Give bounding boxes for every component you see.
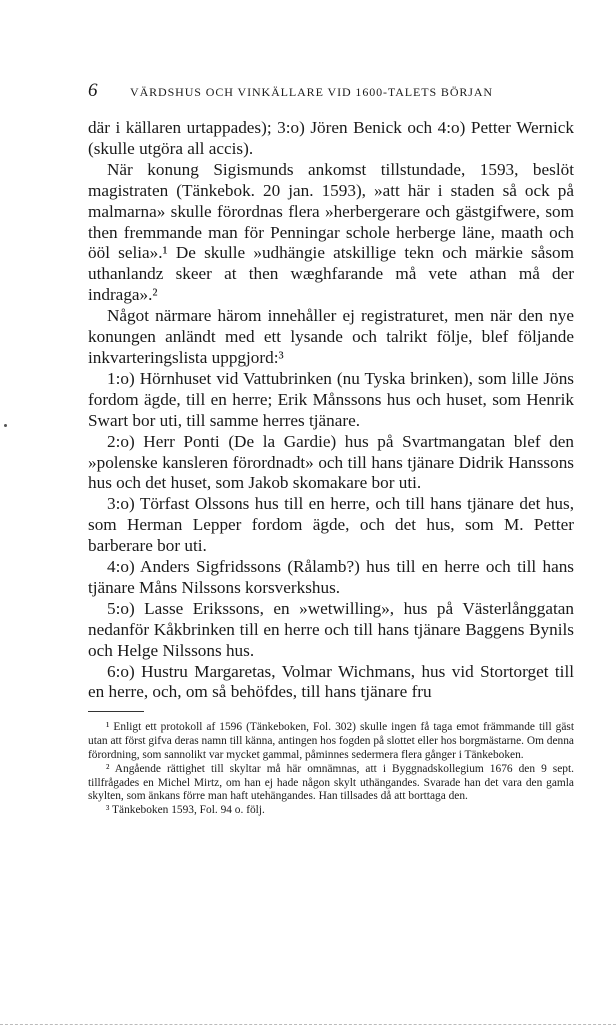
- footnote-3: ³ Tänkeboken 1593, Fol. 94 o. följ.: [106, 804, 265, 817]
- paragraph-sigismund: När konung Sigismunds ankomst tillstundade, 1593, beslöt magistraten (Tänkebok. 20 jan. 1593), »att här i staden så ock på malmarna» skulle förordnas flera »herbergerare och gästgifwere, som then fremmande man för Penningar schole herberge läne, maath och ööl selia».¹ De skulle »udhängie atskillige tekn och märkie såsom uthanlandz skeer at then wæghfarande må vete athan må der indraga».²: [88, 159, 574, 305]
- margin-speck: [4, 424, 7, 427]
- paragraph-continuation: där i källaren urtappades); 3:o) Jören Benick och 4:o) Petter Wernick (skulle utgöra all accis).: [88, 118, 574, 158]
- list-item-6: 6:o) Hustru Margaretas, Volmar Wichmans, hus vid Stortorget till en herre, och, om så behöfdes, till hans tjänare fru: [88, 661, 574, 702]
- list-item-2: 2:o) Herr Ponti (De la Gardie) hus på Svartmangatan blef den »polenske kansleren förordnadt» och till hans tjänare Didrik Hanssons hus och det huset, som Jakob skomakare bor uti.: [88, 431, 574, 493]
- paragraph-registratur: Något närmare härom innehåller ej registraturet, men när den nye konungen anländt med ett lysande och talrikt följe, blef följande inkvarteringslista uppgjord:³: [88, 306, 574, 367]
- footnote-1: ¹ Enligt ett protokoll af 1596 (Tänkeboken, Fol. 302) skulle ingen få taga emot främmande till gäst utan att först gifva deras namn till känna, antingen hos fogden på slottet eller hos borgmästarne. Om denna förordning, som sannolikt var mycket gammal, påminnes sedermera flera gånger i Tänkeboken.: [88, 721, 574, 761]
- list-item-4: 4:o) Anders Sigfridssons (Rålamb?) hus till en herre och till hans tjänare Måns Nilssons korsverkshus.: [88, 557, 574, 597]
- body-text: [88, 118, 574, 703]
- page-number: 6: [88, 80, 98, 101]
- list-item-3: 3:o) Törfast Olssons hus till en herre, och till hans tjänare det hus, som Herman Lepper fordom ägde, och det hus, som M. Petter barberare bor uti.: [88, 494, 574, 556]
- book-page: [88, 80, 574, 818]
- running-head: [88, 80, 574, 106]
- running-title: VÄRDSHUS OCH VINKÄLLARE VID 1600-TALETS BÖRJAN: [130, 85, 494, 99]
- footnote-rule: [88, 711, 144, 712]
- page-edge-line: [0, 1024, 616, 1025]
- footnote-2: ² Angående rättighet till skyltar må här omnämnas, att i Byggnadskollegium 1676 den 9 sept. tillfrågades en Michel Mirtz, om han ej hade någon skylt uthängandes. Svarade han det vara den gamla skylten, som änkans förre man haft utehängandes. Han tillsades då att borttaga den.: [88, 762, 574, 803]
- list-item-1: 1:o) Hörnhuset vid Vattubrinken (nu Tyska brinken), som lille Jöns fordom ägde, till en herre; Erik Månssons hus och huset, som Henrik Swart bor uti, till samme herres tjänare.: [88, 368, 574, 430]
- footnotes: [88, 721, 574, 818]
- list-item-5: 5:o) Lasse Erikssons, en »wetwilling», hus på Västerlånggatan nedanför Kåkbrinken till en herre och till hans tjänare Baggens Bynils och Helge Nilssons hus.: [88, 598, 574, 660]
